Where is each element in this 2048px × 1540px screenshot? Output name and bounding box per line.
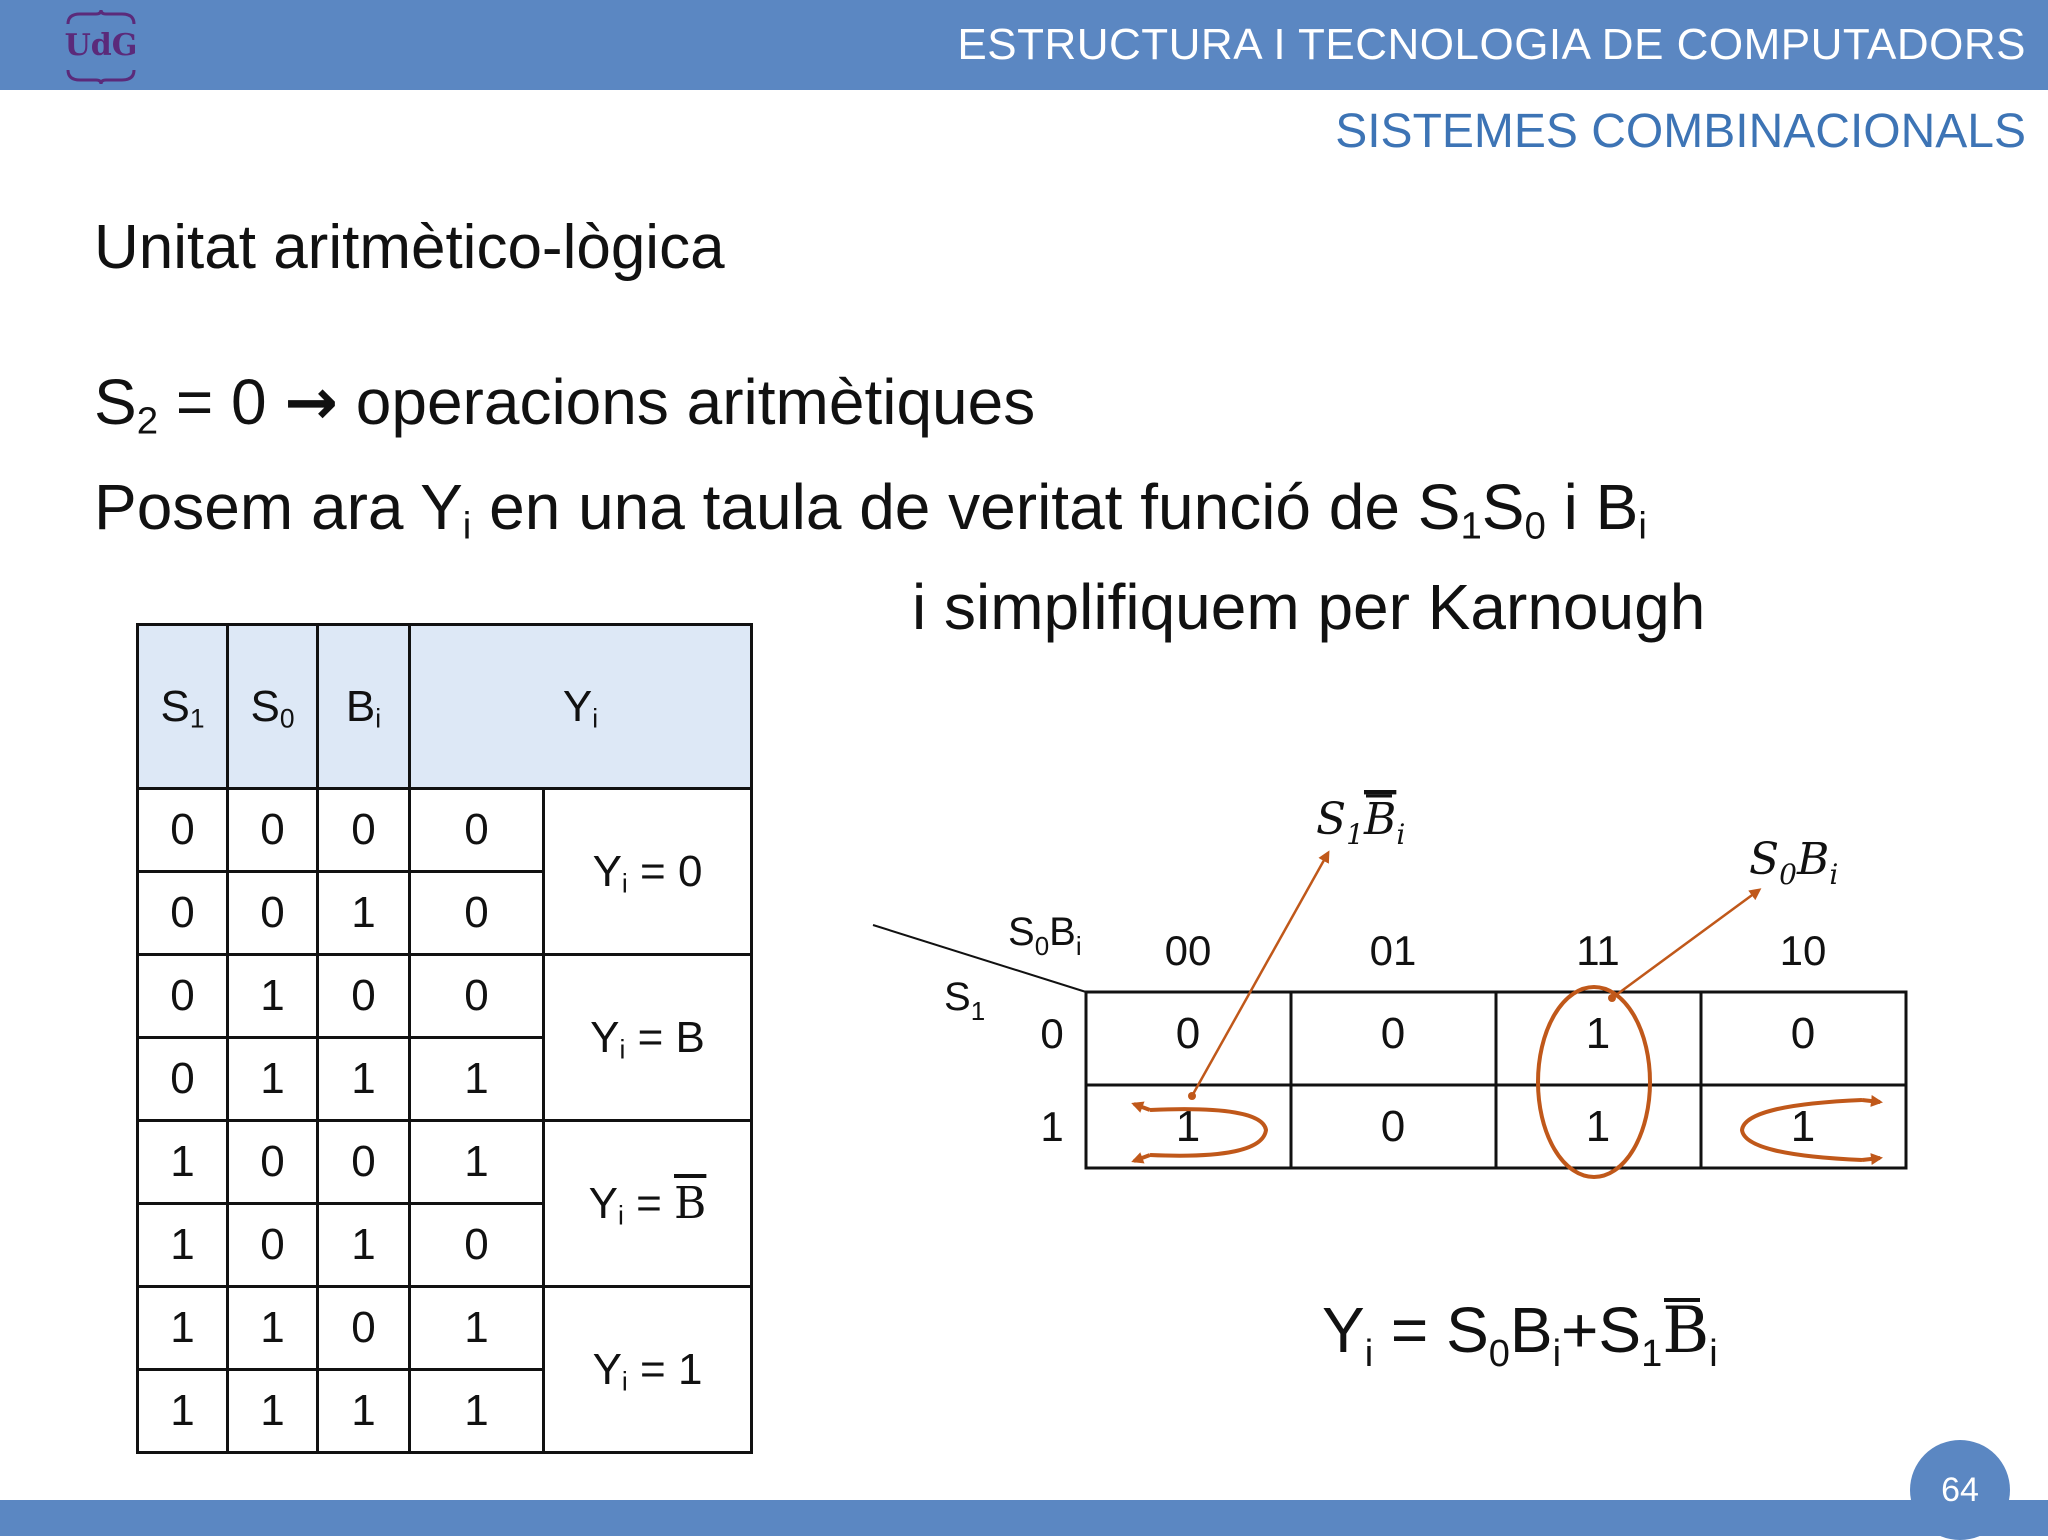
line2-part-d: i B	[1545, 471, 1639, 543]
group-3-rhs: 1	[677, 1344, 703, 1394]
cell-bi: 1	[318, 1204, 410, 1287]
footer-bar	[0, 1500, 2048, 1536]
right-arrow-icon: →	[284, 366, 338, 440]
statement-line-3: i simplifiquem per Karnough	[912, 571, 1706, 643]
kmap-col-header: 01	[1369, 927, 1417, 974]
cell-s1: 0	[138, 1038, 228, 1121]
result-equation: $Y_i = S_0B_i+S_1B_i$	[1322, 1294, 1718, 1375]
s2-symbol: S	[94, 366, 137, 438]
wrap-left-arrow-icon	[1134, 1104, 1150, 1110]
cell-yi: 1	[410, 1370, 544, 1453]
group-1-rhs: B	[675, 1012, 705, 1062]
equals-zero: = 0	[158, 366, 285, 438]
cell-bi: 0	[318, 1287, 410, 1370]
header-s0-sub: 0	[279, 703, 295, 734]
cell-s0: 0	[228, 789, 318, 872]
cell-s0: 1	[228, 955, 318, 1038]
cell-s1: 0	[138, 872, 228, 955]
term-label-s1-bnot: $S_1B_i$	[1316, 794, 1406, 851]
group-3-sub: i	[621, 1366, 628, 1397]
cell-s1: 1	[138, 1121, 228, 1204]
cell-bi: 1	[318, 872, 410, 955]
term-label-s0-bi: $S_0B_i$	[1749, 834, 1839, 891]
cell-s0: 0	[228, 1121, 318, 1204]
kmap-cell: 0	[1790, 1009, 1816, 1058]
cell-bi: 0	[318, 955, 410, 1038]
group-2-eq: =	[623, 1179, 675, 1228]
group-1-lhs: Y	[590, 1012, 620, 1062]
cell-s1: 0	[138, 789, 228, 872]
cell-s0: 0	[228, 872, 318, 955]
cell-yi: 0	[410, 872, 544, 955]
group-3-eq: =	[627, 1344, 678, 1394]
section-title: SISTEMES COMBINACIONALS	[1335, 105, 2026, 158]
group-2-lhs: Y	[588, 1179, 618, 1228]
group-0-rhs: 0	[677, 846, 703, 896]
kmap-cell: 1	[1790, 1102, 1816, 1151]
line2-sub-b: 1	[1460, 504, 1482, 548]
wrap-left-arrow-icon	[1134, 1155, 1150, 1161]
cell-bi: 0	[318, 789, 410, 872]
cell-s0: 1	[228, 1287, 318, 1370]
kmap-col-header: 00	[1164, 927, 1212, 974]
kmap-cell: 0	[1380, 1009, 1406, 1058]
header-s1-base: S	[160, 681, 190, 731]
group-1-eq: =	[625, 1012, 676, 1062]
cell-yi: 0	[410, 1204, 544, 1287]
course-title: ESTRUCTURA I TECNOLOGIA DE COMPUTADORS	[957, 20, 2026, 69]
cell-s1: 1	[138, 1204, 228, 1287]
header-s0-base: S	[250, 681, 280, 731]
kmap-cell: 1	[1585, 1102, 1611, 1151]
cell-yi: 1	[410, 1121, 544, 1204]
kmap-col-header: 11	[1576, 927, 1620, 974]
page-number: 64	[1910, 1440, 2010, 1540]
header-s1-sub: 1	[189, 703, 205, 734]
pointer-arrow-icon	[1192, 853, 1328, 1096]
pointer-origin-dot	[1608, 994, 1616, 1002]
group-2-rhs-negated: $\overline{B}$	[674, 1178, 707, 1229]
wrap-right-arrow-icon	[1862, 1158, 1880, 1160]
header-yi-base: Y	[562, 681, 593, 731]
pointer-origin-dot	[1188, 1092, 1196, 1100]
line2-sub-a: i	[462, 504, 472, 548]
line2-part-a: Posem ara Y	[94, 471, 463, 543]
group-0-sub: i	[621, 868, 628, 899]
cell-s1: 1	[138, 1370, 228, 1453]
kmap-grid	[1086, 992, 1906, 1168]
cell-s0: 1	[228, 1038, 318, 1121]
line2-sub-d: i	[1638, 504, 1647, 548]
cell-s0: 0	[228, 1204, 318, 1287]
header-yi-sub: i	[592, 703, 599, 734]
cell-yi: 0	[410, 789, 544, 872]
cell-bi: 1	[318, 1370, 410, 1453]
kmap-cell: 0	[1175, 1009, 1201, 1058]
kmap-row-header: 0	[1040, 1010, 1064, 1057]
group-0-lhs: Y	[592, 846, 622, 896]
group-1-sub: i	[619, 1034, 626, 1065]
line2-part-b: en una taula de veritat funció de S	[471, 471, 1461, 543]
header-bi-base: B	[345, 681, 376, 731]
cell-bi: 1	[318, 1038, 410, 1121]
group-0-eq: =	[627, 846, 678, 896]
group-3-lhs: Y	[592, 1344, 622, 1394]
group-2-sub: i	[617, 1200, 624, 1231]
arith-ops-text: operacions aritmètiques	[337, 366, 1036, 438]
cell-yi: 0	[410, 955, 544, 1038]
slide-title: Unitat aritmètico-lògica	[94, 213, 725, 282]
cell-yi: 1	[410, 1287, 544, 1370]
logo-text: UdG	[64, 28, 138, 63]
wrap-right-arrow-icon	[1862, 1100, 1880, 1102]
line2-part-c: S	[1481, 471, 1525, 543]
kmap-cell: 0	[1380, 1102, 1406, 1151]
header-bi-sub: i	[375, 703, 382, 734]
pointer-arrow-icon	[1612, 890, 1759, 998]
kmap-cell: 1	[1175, 1102, 1201, 1151]
kmap-row-var-label: $S_1$	[944, 975, 986, 1026]
kmap-row-headers	[1040, 1010, 1063, 1150]
kmap-cell: 1	[1585, 1009, 1611, 1058]
cell-bi: 0	[318, 1121, 410, 1204]
kmap-col-header: 10	[1779, 927, 1827, 974]
kmap-col-var-label: $S_0B_i$	[1008, 910, 1082, 961]
kmap-groups	[1134, 853, 1880, 1177]
line2-sub-c: 0	[1524, 504, 1546, 548]
cell-s1: 1	[138, 1287, 228, 1370]
cell-s0: 1	[228, 1370, 318, 1453]
cell-s1: 0	[138, 955, 228, 1038]
s2-sub: 2	[136, 399, 159, 443]
group-wrap-left-loop	[1150, 1109, 1266, 1156]
kmap-row-header: 1	[1040, 1103, 1064, 1150]
cell-yi: 1	[410, 1038, 544, 1121]
